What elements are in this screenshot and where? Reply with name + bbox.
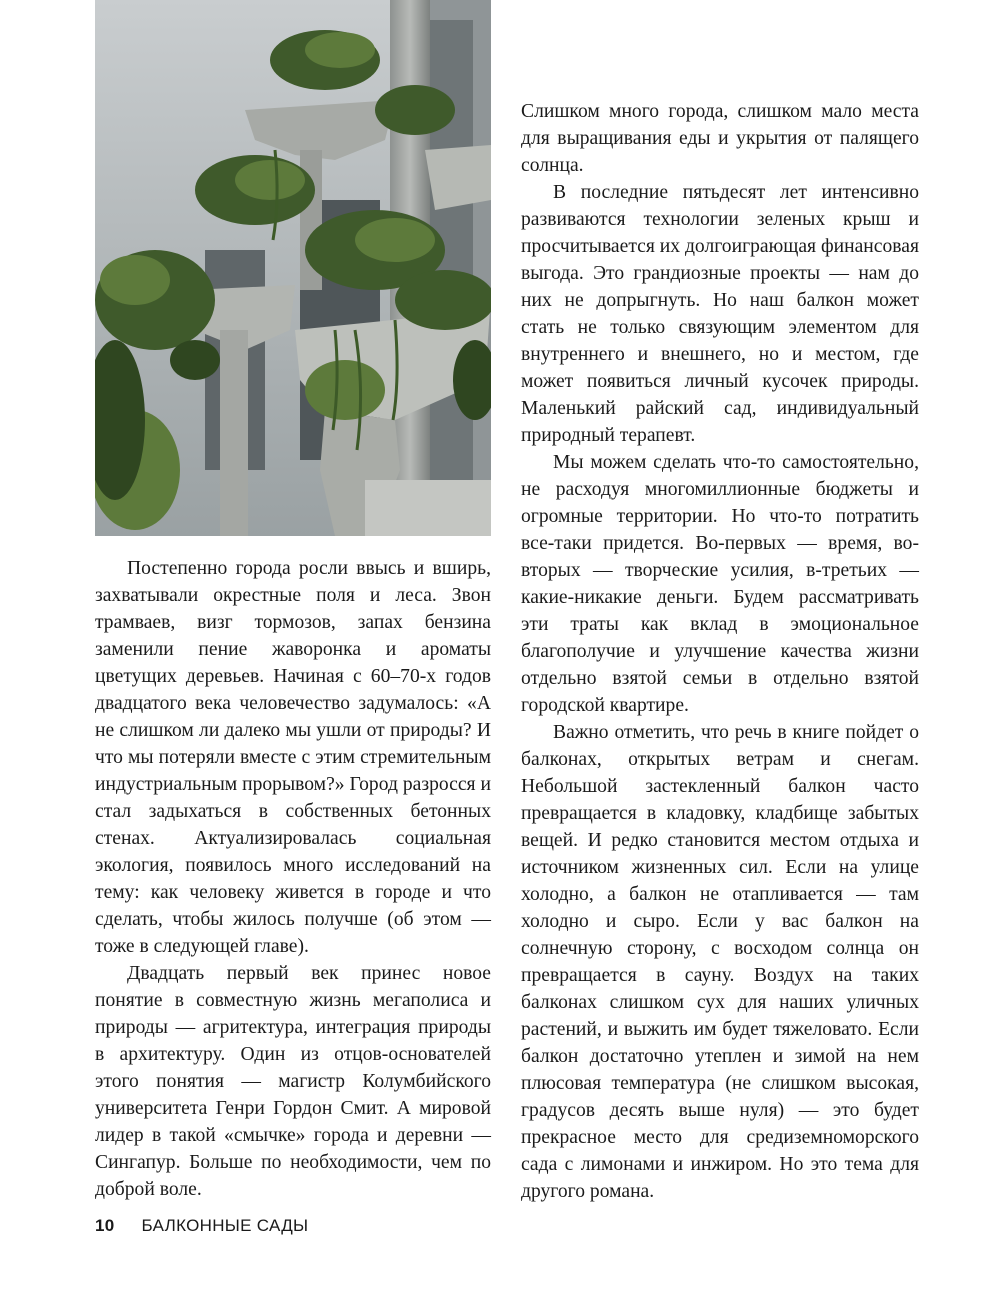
paragraph: Постепенно города росли ввысь и вширь, захватывали окрестные поля и леса. Звон трамваев, визг тормозов, запах бензина заменили пение жаворонка и ароматы цветущих деревьев. Начиная с 60–70-х годов двадцатого века человечество задумалось: «А не слишком ли далеко мы ушли от природы? И что мы потеряли вместе с этим стремительным индустриальным прорывом?» Город разросся и стал задыхаться в собственных бетонных стенах. Актуализировалась социальная экология, появилось много исследований на тему: как человеку живется в городе и что сделать, чтобы жилось получше (об этом — тоже в следующей главе). [95,558,491,957]
photo-illustration [95,0,491,536]
paragraph: В последние пятьдесят лет интенсивно развиваются технологии зеленых крыш и просчитывается их долгоиграющая финансовая выгода. Это грандиозные проекты — нам до них не допрыгнуть. Но наш балкон может стать не только связующим элементом для внутреннего и внешнего, но и местом, где может появиться личный кусочек природы. Маленький райский сад, индивидуальный природный терапевт. [521,182,919,446]
photo-vertical-garden-building [95,0,491,536]
paragraph: Мы можем сделать что-то самостоятельно, не расходуя многомиллионные бюджеты и огромные территории. Но что-то потратить все-таки придется. Во-первых — время, во-вторых — творческие усилия, в-третьих — какие-никакие деньги. Будем рассматривать эти траты как вклад в эмоциональное благополучие и улучшение качества жизни отдельно взятой семьи в отдельно взятой городской квартире. [521,452,919,716]
paragraph-continuation: Слишком много города, слишком мало места для выращивания еды и укрытия от палящего солнца. [521,101,919,176]
page-number: 10 [95,1216,115,1235]
paragraph: Важно отметить, что речь в книге пойдет о балконах, открытых ветрам и снегам. Небольшой застекленный балкон часто превращается в кладовку, кладбище забытых вещей. И редко становится местом отдыха и источником жизненных сил. Если на улице холодно, а балкон не отапливается — там холодно и сыро. Если у вас балкон на солнечную сторону, с восходом солнца он превращается в сауну. Воздух на таких балконах слишком сух для наших уличных растений, и выжить им будет тяжеловато. Если балкон достаточно утеплен и зимой на нем плюсовая температура (не слишком высокая, градусов десять выше нуля) — это будет прекрасное место для средиземноморского сада с лимонами и инжиром. Но это тема для другого романа. [521,722,919,1202]
right-text-column [521,98,919,1205]
left-text-column [95,555,491,1203]
paragraph: Двадцать первый век принес новое понятие в совместную жизнь мегаполиса и природы — агритектура, интеграция природы в архитектуру. Один из отцов-основателей этого понятия — магистр Колумбийского университета Генри Гордон Смит. А мировой лидер в такой «смычке» города и деревни — Сингапур. Больше по необходимости, чем по доброй воле. [95,963,491,1200]
running-title: БАЛКОННЫЕ САДЫ [141,1216,309,1235]
page-footer [95,1216,308,1236]
